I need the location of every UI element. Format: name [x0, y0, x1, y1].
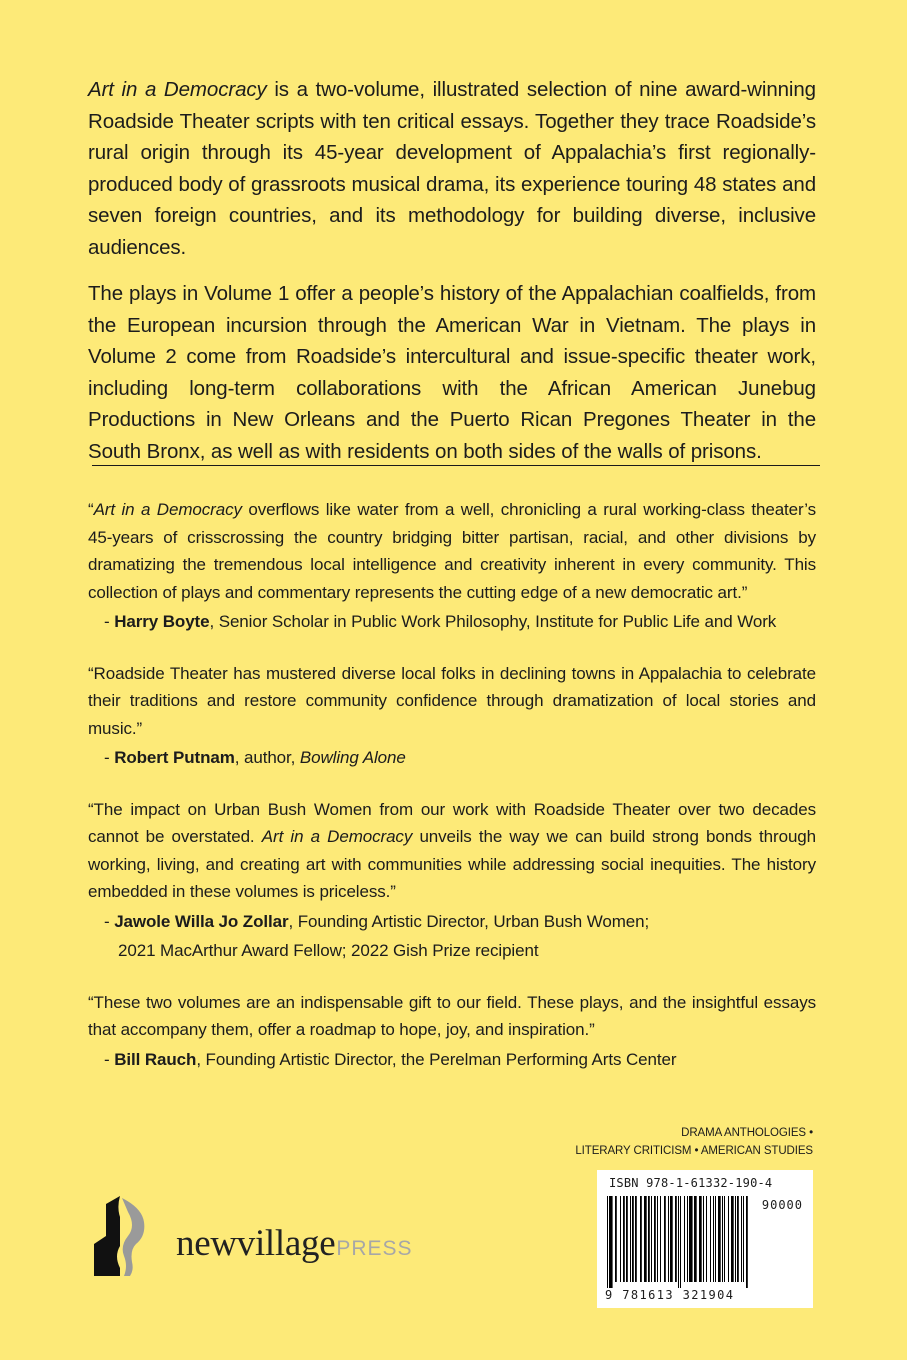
- barcode-bar: [724, 1196, 725, 1282]
- publisher-name: newvillage: [176, 1223, 336, 1264]
- barcode-bar: [626, 1196, 628, 1282]
- attribution-dash: -: [104, 1049, 115, 1069]
- barcode-bar: [609, 1196, 613, 1288]
- barcode-bar: [718, 1196, 721, 1282]
- endorsement-text: [88, 496, 816, 606]
- barcode-bar: [651, 1196, 652, 1282]
- endorsement-rauch: [88, 989, 816, 1074]
- endorsement-text: “Roadside Theater has mustered diverse local folks in declining towns in Appalachia to celebrate their traditions and restore community confidence through dramatization of local stories and music.”: [88, 663, 816, 738]
- attribution-dash: -: [104, 748, 115, 767]
- endorsement-boyte: [88, 496, 816, 636]
- barcode-bar: [654, 1196, 656, 1282]
- isbn-label: ISBN 978-1-61332-190-4: [609, 1176, 773, 1190]
- subject-categories: [575, 1124, 813, 1160]
- barcode-bar: [694, 1196, 697, 1282]
- barcode-bar: [741, 1196, 742, 1282]
- endorser-book: Bowling Alone: [299, 748, 406, 767]
- ean-barcode: [605, 1196, 755, 1288]
- barcode-bar: [715, 1196, 716, 1282]
- endorser-honors: 2021 MacArthur Award Fellow; 2022 Gish Prize recipient: [118, 941, 539, 960]
- endorser-role: , author,: [234, 748, 300, 767]
- barcode-bar: [706, 1196, 707, 1282]
- barcode-bar: [635, 1196, 637, 1282]
- barcode-bar: [746, 1196, 748, 1288]
- barcode-bar: [632, 1196, 634, 1282]
- barcode-bar: [680, 1196, 681, 1288]
- barcode-bar: [630, 1196, 631, 1282]
- barcode-bar: [737, 1196, 739, 1282]
- barcode-bar: [615, 1196, 617, 1282]
- category-line-1: DRAMA ANTHOLOGIES •: [681, 1127, 813, 1139]
- description-paragraph-1: [88, 74, 816, 263]
- endorsements: [88, 496, 816, 1097]
- endorsement-attribution: [88, 744, 816, 772]
- endorsement-body: overflows like water from a well, chronicling a rural working-class theater’s 45-years of crisscrossing the country bridging bitter partisan, racial, and other divisions by dramatizing the tremendous local intelligence and creativity inherent in every community. This collection of plays and commentary represents the cutting edge of a new democratic art.”: [88, 500, 816, 602]
- barcode-bar: [710, 1196, 711, 1282]
- endorser-name: Robert Putnam: [114, 748, 235, 767]
- publisher-press: PRESS: [336, 1237, 413, 1260]
- endorsement-body-a: “The impact on Urban Bush Women from our work with Roadside Theater over two decades cannot be overstated.: [88, 799, 816, 846]
- barcode-bar: [640, 1196, 642, 1282]
- barcode-bar: [607, 1196, 608, 1288]
- endorsement-attribution: [88, 1046, 816, 1074]
- barcode-bar: [728, 1196, 729, 1282]
- barcode-bar: [713, 1196, 714, 1282]
- endorsement-text: [88, 796, 816, 906]
- divider-rule: [92, 465, 820, 466]
- barcode-bar: [670, 1196, 673, 1282]
- barcode-bar: [620, 1196, 621, 1282]
- barcode-bar: [660, 1196, 661, 1282]
- barcode-bar: [657, 1196, 658, 1282]
- endorsement-book-title: Art in a Democracy: [261, 827, 413, 846]
- barcode-bar: [699, 1196, 702, 1282]
- barcode-bar: [687, 1196, 688, 1282]
- category-line-2: LITERARY CRITICISM • AMERICAN STUDIES: [575, 1145, 813, 1157]
- endorser-role: , Senior Scholar in Public Work Philosophy, Institute for Public Life and Work: [209, 612, 777, 631]
- publisher-wordmark: [176, 1222, 413, 1265]
- barcode-panel: [597, 1170, 813, 1308]
- description-paragraph-2: The plays in Volume 1 offer a people’s history of the Appalachian coalfields, from the European incursion through the American War in Vietnam. The plays in Volume 2 come from Roadside’s intercultural and issue-specific theater work, including long-term collaborations with the African American Junebug Productions in New Orleans and the Puerto Rican Pregones Theater in the South Bronx, as well as with residents on both sides of the walls of prisons.: [88, 282, 816, 463]
- barcode-bar: [644, 1196, 647, 1282]
- barcode-bar: [678, 1196, 679, 1288]
- barcode-bar: [743, 1196, 744, 1282]
- endorsement-body-b: unveils the way we can build strong bonds through working, living, and creating art with communities while addressing social inequities. The history embedded in these volumes is priceless.”: [88, 827, 817, 901]
- barcode-bar: [703, 1196, 704, 1282]
- barcode-bar: [675, 1196, 677, 1282]
- endorsement-book-title: Art in a Democracy: [93, 500, 242, 519]
- barcode-bar: [689, 1196, 693, 1282]
- barcode-bar: [722, 1196, 723, 1282]
- book-description: [88, 74, 816, 482]
- attribution-dash: -: [104, 911, 115, 931]
- endorsement-putnam: [88, 660, 816, 772]
- endorsement-attribution: [88, 608, 816, 636]
- barcode-bar: [735, 1196, 736, 1282]
- open-quote: “: [88, 500, 94, 519]
- endorser-role: , Founding Artistic Director, the Perelman Performing Arts Center: [196, 1049, 677, 1069]
- publisher-logo-icon: [86, 1190, 166, 1281]
- barcode-bar: [623, 1196, 625, 1282]
- endorser-name: Bill Rauch: [114, 1049, 197, 1069]
- barcode-bar: [731, 1196, 734, 1282]
- endorser-name: Jawole Willa Jo Zollar: [114, 911, 289, 931]
- endorsement-attribution: [88, 908, 816, 936]
- attribution-dash: -: [104, 612, 115, 631]
- barcode-bar: [668, 1196, 669, 1282]
- description-text-1: is a two-volume, illustrated selection of nine award-winning Roadside Theater scripts with ten critical essays. Together they trace Roadside’s rural origin through its 45-year development of Appalachia’s first regionally-produced body of grassroots musical drama, its experience touring 48 states and seven foreign countries, and its methodology for building diverse, inclusive audiences.: [88, 78, 816, 259]
- endorsement-zollar: [88, 796, 816, 965]
- barcode-bar: [648, 1196, 650, 1282]
- endorser-name: Harry Boyte: [114, 612, 210, 631]
- ean-digits: 9 781613 321904: [605, 1288, 735, 1302]
- barcode-bar: [684, 1196, 685, 1282]
- description-book-title: Art in a Democracy: [88, 78, 267, 101]
- price-code: 90000: [761, 1198, 803, 1212]
- endorsement-text: “These two volumes are an indispensable gift to our field. These plays, and the insightful essays that accompany them, offer a roadmap to hope, joy, and inspiration.”: [88, 992, 816, 1039]
- endorser-role: , Founding Artistic Director, Urban Bush Women;: [288, 911, 650, 931]
- barcode-bar: [664, 1196, 666, 1282]
